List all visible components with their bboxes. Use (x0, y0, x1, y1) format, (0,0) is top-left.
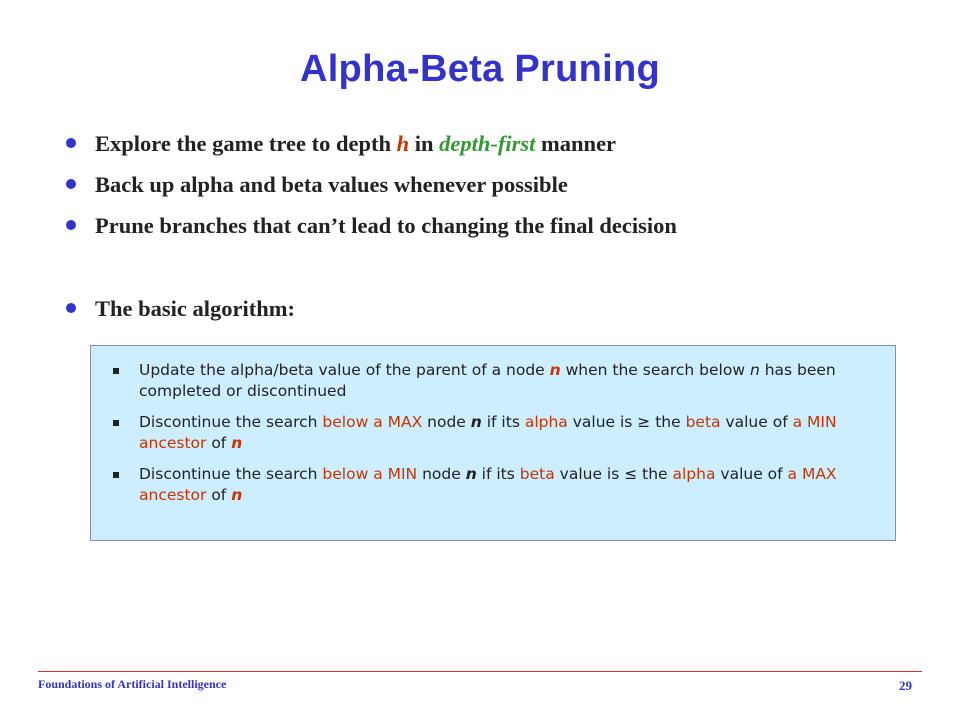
bullet-text: Back up alpha and beta values whenever possible (95, 172, 568, 197)
step-text: node (422, 413, 471, 431)
bullet-item (66, 293, 946, 334)
bullet-dot-icon (66, 138, 76, 148)
bullet-text: Prune branches that can’t lead to changing the final decision (95, 213, 677, 238)
algorithm-box (90, 345, 896, 541)
step-text: value of (720, 413, 793, 431)
step-text: of (206, 486, 232, 504)
highlight-text: a MAX ancestor (139, 465, 837, 504)
algorithm-step (109, 412, 879, 454)
step-text: Discontinue the search (139, 413, 323, 431)
step-text: node (417, 465, 466, 483)
step-text: if its (481, 413, 525, 431)
bullet-dot-icon (66, 303, 76, 313)
bullet-item (66, 210, 946, 251)
square-bullet-icon (113, 472, 119, 478)
step-text: value is ≤ the (554, 465, 673, 483)
step-text: of (206, 434, 232, 452)
bullet-text: in (409, 131, 440, 156)
bullet-dot-icon (66, 179, 76, 189)
highlight-text: beta (685, 413, 721, 431)
highlight-text: beta (519, 465, 555, 483)
algorithm-step (109, 464, 879, 506)
step-text: Discontinue the search (139, 465, 323, 483)
bullet-text: The basic algorithm: (95, 296, 295, 321)
bullet-emphasis-depth-first: depth-first (439, 131, 536, 156)
slide-title: Alpha-Beta Pruning (299, 48, 661, 90)
footer-course-title: Foundations of Artificial Intelligence (38, 677, 227, 691)
node-variable: n (749, 361, 760, 379)
step-text: value of (715, 465, 788, 483)
node-variable: n (231, 434, 243, 452)
step-text: value is ≥ the (567, 413, 686, 431)
node-variable: n (549, 361, 561, 379)
square-bullet-icon (113, 368, 119, 374)
square-bullet-icon (113, 420, 119, 426)
algorithm-step (109, 360, 879, 402)
highlight-text: alpha (672, 465, 716, 483)
step-text: if its (476, 465, 520, 483)
bullet-text: manner (535, 131, 617, 156)
node-variable: n (231, 486, 243, 504)
highlight-text: below a MIN (322, 465, 418, 483)
node-variable: n (465, 465, 477, 483)
highlight-text: below a MAX (322, 413, 423, 431)
bullet-list (66, 128, 946, 334)
bullet-dot-icon (66, 220, 76, 230)
node-variable: n (470, 413, 482, 431)
footer-divider (38, 671, 922, 672)
bullet-item (66, 169, 946, 210)
step-text: when the search below (560, 361, 750, 379)
step-text: Update the alpha/beta value of the parent of a node (139, 361, 550, 379)
bullet-text: Explore the game tree to depth (95, 131, 397, 156)
page-number: 29 (899, 678, 912, 693)
bullet-item (66, 128, 946, 169)
bullet-emphasis-h: h (396, 131, 410, 156)
algorithm-list (109, 360, 879, 516)
highlight-text: alpha (524, 413, 568, 431)
step-text: has been completed or discontinued (139, 361, 836, 400)
highlight-text: a MIN ancestor (139, 413, 837, 452)
